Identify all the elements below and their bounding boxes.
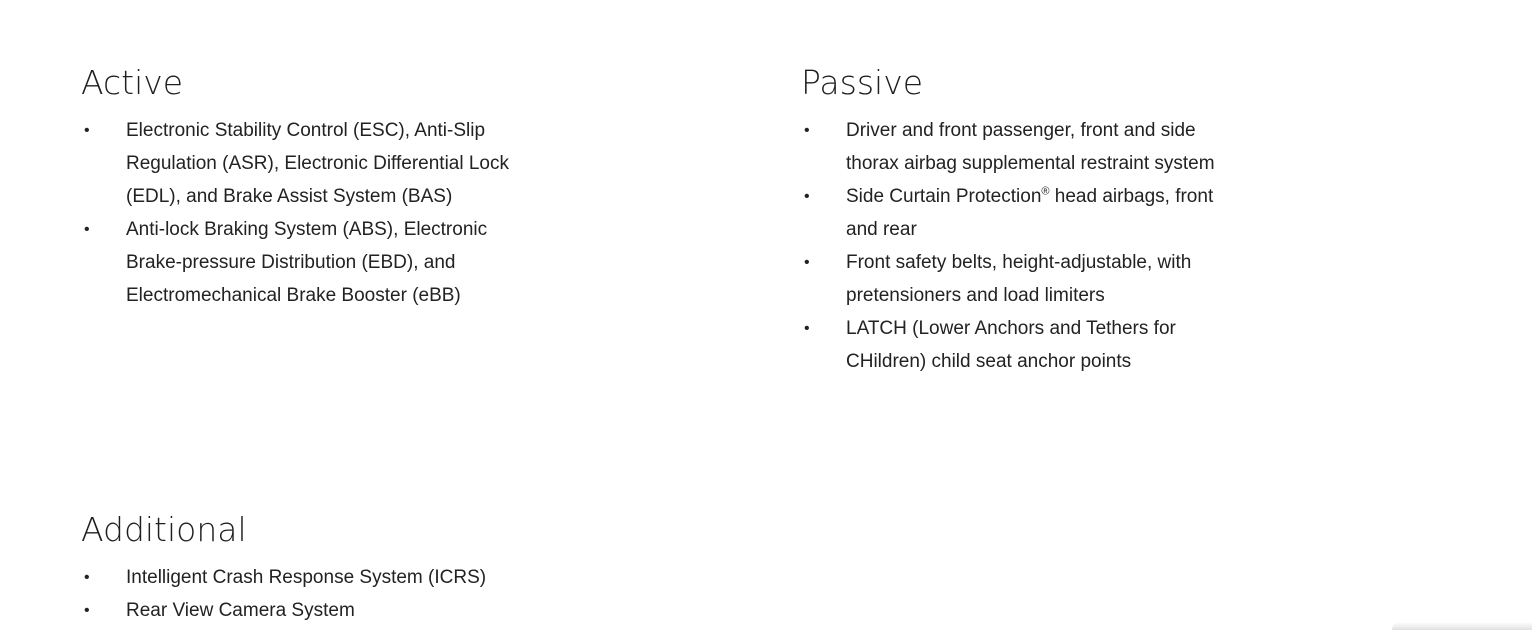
passive-features-section xyxy=(801,62,1241,378)
list-item-text: Side Curtain Protection® head airbags, front and rear xyxy=(846,185,1214,240)
list-item-text: Front safety belts, height-adjustable, with pretensioners and load limiters xyxy=(846,252,1192,306)
passive-features-list xyxy=(801,114,1241,378)
list-item-text: Electronic Stability Control (ESC), Anti-Slip Regulation (ASR), Electronic Differential Lock (EDL), and Brake Assist System (BAS) xyxy=(126,120,509,207)
bullet-icon: • xyxy=(804,320,810,337)
active-features-list xyxy=(81,114,521,312)
list-item xyxy=(801,114,1241,180)
list-item xyxy=(81,114,521,213)
active-section-title: Active xyxy=(81,63,184,102)
list-item-text: Rear View Camera System xyxy=(126,600,355,621)
bullet-icon: • xyxy=(84,221,90,238)
list-item xyxy=(81,561,521,594)
list-item xyxy=(801,246,1241,312)
additional-features-list xyxy=(81,561,521,627)
registered-mark: ® xyxy=(1041,185,1050,198)
passive-section-title: Passive xyxy=(801,63,924,102)
list-item-text: LATCH (Lower Anchors and Tethers for CHildren) child seat anchor points xyxy=(846,318,1176,372)
additional-features-section xyxy=(81,509,521,627)
active-features-section xyxy=(81,62,521,312)
list-item xyxy=(81,213,521,312)
bullet-icon: • xyxy=(84,569,90,586)
list-item-text: Intelligent Crash Response System (ICRS) xyxy=(126,567,487,588)
list-item xyxy=(81,594,521,627)
bullet-icon: • xyxy=(84,122,90,139)
additional-section-title: Additional xyxy=(81,510,247,549)
floating-panel-edge xyxy=(1392,622,1532,630)
bullet-icon: • xyxy=(84,602,90,619)
list-item-text: Driver and front passenger, front and side thorax airbag supplemental restraint system xyxy=(846,120,1215,174)
list-item-text: Anti-lock Braking System (ABS), Electronic Brake-pressure Distribution (EBD), and Electromechanical Brake Booster (eBB) xyxy=(126,219,488,306)
list-item xyxy=(801,312,1241,378)
bullet-icon: • xyxy=(804,122,810,139)
bullet-icon: • xyxy=(804,254,810,271)
list-item xyxy=(801,180,1241,246)
bullet-icon: • xyxy=(804,188,810,205)
